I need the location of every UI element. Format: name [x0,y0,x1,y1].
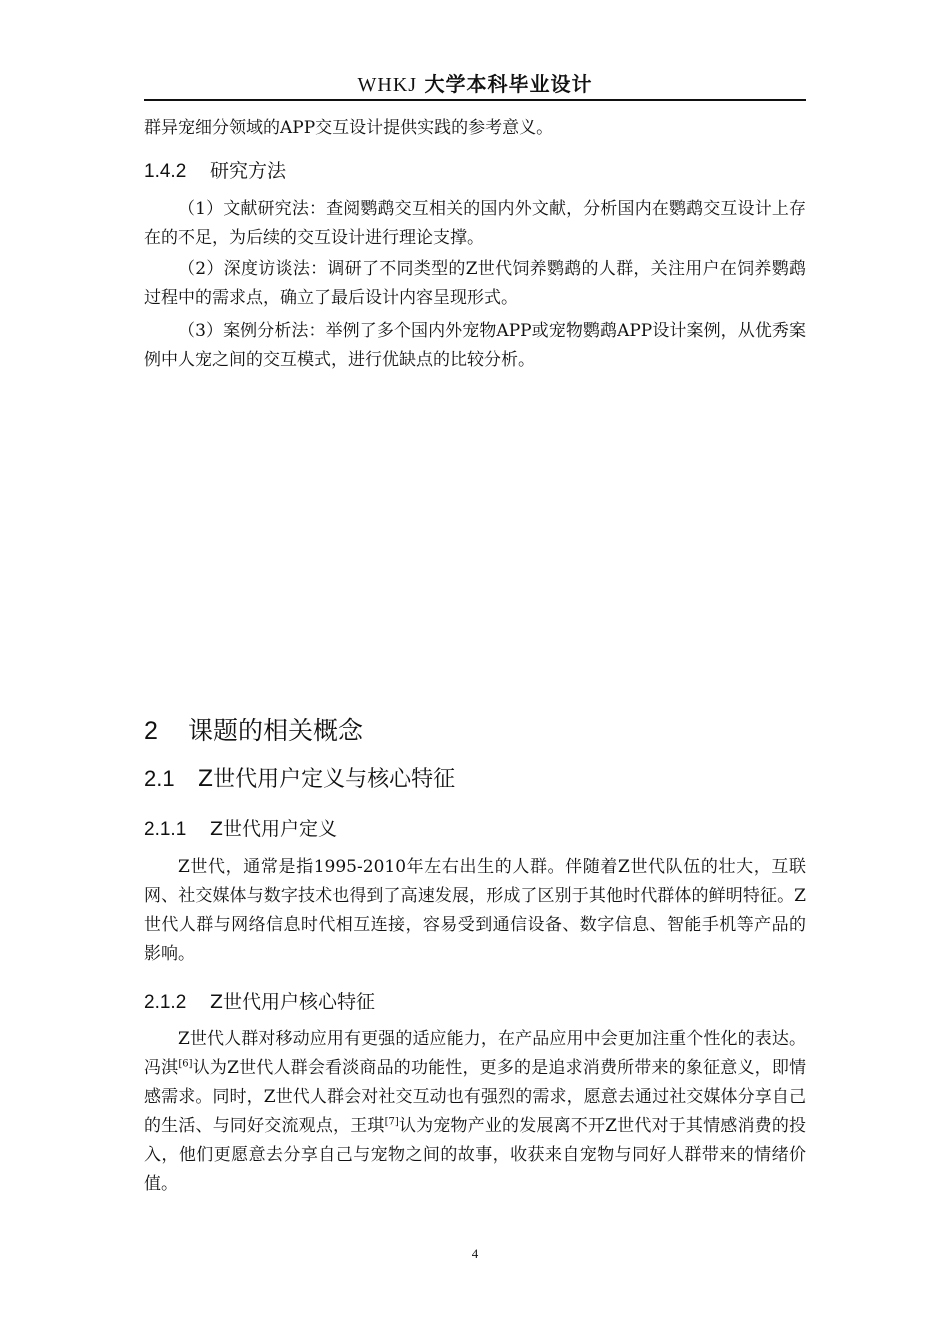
header-divider [144,99,806,101]
method-item-1: （1）文献研究法：查阅鹦鹉交互相关的国内外文献，分析国内在鹦鹉交互设计上存在的不足，为后续的交互设计进行理论支撑。 [144,199,806,248]
heading-title: 研究方法 [210,160,287,182]
paragraph-text: 认为宠物产业的发展离不开Z世代对于其情感消费的投入，他们更愿意去分享自己与宠物之间的故事，收获来自宠物与同好人群带来的情绪价值。 [144,1116,807,1194]
page-header [144,70,806,98]
heading-title: Z世代用户核心特征 [210,991,376,1013]
chapter-title: 课题的相关概念 [188,716,364,745]
heading-title: Z世代用户定义与核心特征 [198,767,456,792]
method-item-3: （3）案例分析法：举例了多个国内外宠物APP或宠物鹦鹉APP设计案例，从优秀案例中人宠之间的交互模式，进行优缺点的比较分析。 [144,321,806,370]
header-prefix: WHKJ [357,74,418,96]
page-number: 4 [471,1246,479,1261]
heading-2-1-2 [144,988,375,1017]
heading-2-1-1 [144,815,337,844]
heading-number: 2.1 [144,766,175,791]
definition-paragraph: Z世代，通常是指1995-2010年左右出生的人群。伴随着Z世代队伍的壮大，互联网、社交媒体与数字技术也得到了高速发展，形成了区别于其他时代群体的鲜明特征。Z世代人群与网络信息时代相互连接，容易受到通信设备、数字信息、智能手机等产品的影响。 [144,857,806,964]
lead-paragraph: 群异宠细分领域的APP交互设计提供实践的参考意义。 [144,118,554,138]
heading-1-4-2 [144,157,286,186]
paragraph-text: Z世代人群对移动应用有更强的适应能力，在产品应用中会更加注重个性化的表达。冯淇 [144,1029,806,1078]
paragraph-text: 认为Z世代人群会看淡商品的功能性，更多的是追求消费所带来的象征意义，即情感需求。同时，Z世代人群会对社交互动也有强烈的需求，愿意去通过社交媒体分享自己的生活、与同好交流观点，王琪 [144,1058,807,1136]
citation-7: [7] [384,1116,399,1128]
characteristics-paragraph [144,1025,806,1199]
citation-6: [6] [178,1058,193,1070]
heading-2-1 [144,764,455,795]
chapter-number: 2 [144,717,158,745]
header-title: 大学本科毕业设计 [424,72,593,96]
heading-number: 2.1.2 [144,992,187,1013]
heading-number: 2.1.1 [144,819,187,840]
heading-title: Z世代用户定义 [210,818,338,840]
method-item-2: （2）深度访谈法：调研了不同类型的Z世代饲养鹦鹉的人群，关注用户在饲养鹦鹉过程中的需求点，确立了最后设计内容呈现形式。 [144,259,806,308]
heading-number: 1.4.2 [144,161,187,182]
chapter-2-heading [144,714,363,748]
